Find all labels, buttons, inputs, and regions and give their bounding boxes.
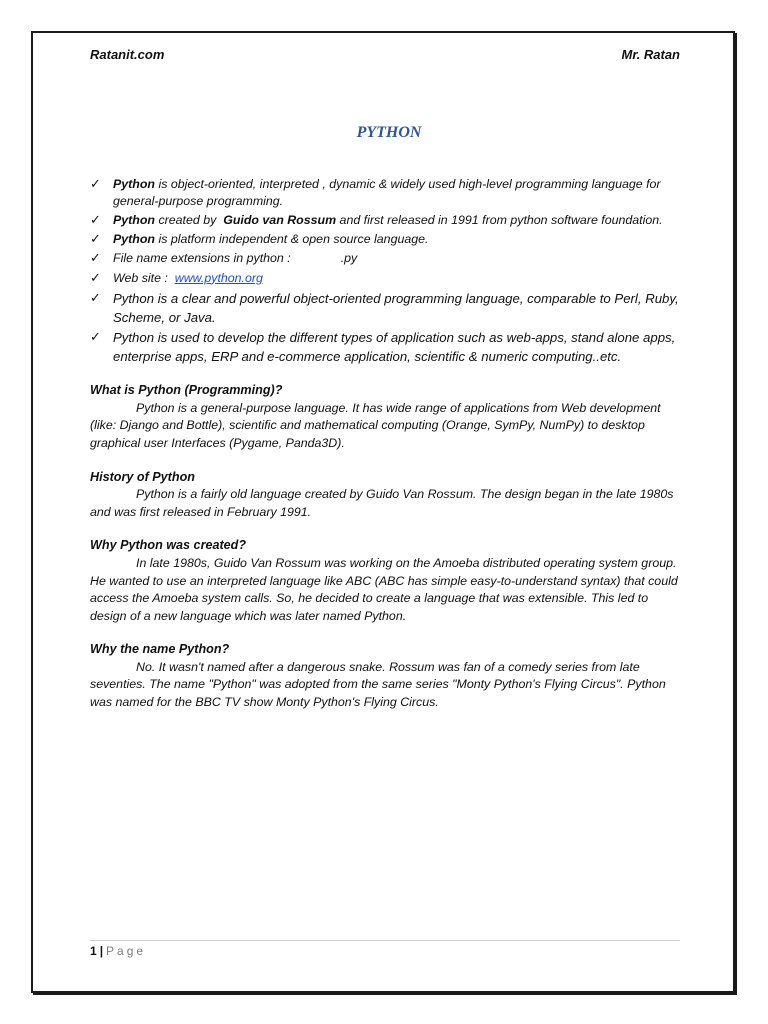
checkmark-icon: ✓ [90, 289, 101, 305]
checkmark-icon: ✓ [90, 250, 101, 266]
checkmark-icon: ✓ [90, 231, 101, 247]
header-left: Ratanit.com [90, 47, 165, 62]
checkmark-icon: ✓ [90, 175, 101, 191]
list-item: ✓ File name extensions in python : .py [90, 250, 358, 266]
section-what-is-python [90, 382, 680, 452]
feature-list [90, 176, 680, 367]
page-number: 1 [90, 944, 97, 958]
extension-value: .py [340, 251, 358, 266]
document-title: PYTHON [356, 124, 422, 141]
header-right: Mr. Ratan [621, 47, 680, 62]
footer-separator: | [99, 944, 104, 958]
page-header [90, 46, 680, 66]
section-why-created [90, 537, 680, 625]
checkmark-icon: ✓ [90, 269, 101, 285]
section-history [90, 469, 680, 522]
checkmark-icon: ✓ [90, 329, 101, 345]
section-paragraph: In late 1980s, Guido Van Rossum was working on the Amoeba distributed operating system group. He wanted to use an interpreted language like ABC (ABC has simple easy-to-understand syntax) that could access the Amoeba system calls. So, he decided to create a language that was extensible. This led to design of a new language which was later named Python. [90, 555, 678, 623]
list-item: ✓ Python is object-oriented, interpreted , dynamic & widely used high-level programming language for general-purpose programming. [90, 175, 661, 209]
section-paragraph: Python is a fairly old language created by Guido Van Rossum. The design began in the late 1980s and was first released in February 1991. [90, 487, 674, 519]
section-why-name [90, 641, 680, 711]
section-heading: Why Python was created? [90, 538, 247, 553]
page-footer [90, 944, 146, 958]
list-item: ✓ Python is a clear and powerful object-oriented programming language, comparable to Perl, Ruby, Scheme, or Java. [90, 289, 679, 325]
document-body [90, 46, 680, 712]
page-label: Page [106, 944, 147, 958]
list-item: ✓ Python is used to develop the different types of application such as web-apps, stand alone apps, enterprise apps, ERP and e-commerce application, scientific & numeric computing..etc. [90, 329, 676, 365]
section-heading: Why the name Python? [90, 642, 230, 657]
checkmark-icon: ✓ [90, 212, 101, 228]
python-website-link[interactable]: www.python.org [174, 270, 263, 285]
section-heading: History of Python [90, 469, 195, 484]
section-paragraph: Python is a general-purpose language. It has wide range of applications from Web development (like: Django and Bottle), scientific and mathematical computing (Orange, SymPy, NumPy) to desktop graphical user Interfaces (Pygame, Panda3D). [90, 400, 661, 450]
list-item: ✓ Python created by Guido van Rossum and first released in 1991 from python software foundation. [90, 212, 663, 228]
section-heading: What is Python (Programming)? [90, 383, 283, 398]
list-item: ✓ Web site : www.python.org [90, 269, 263, 285]
list-item: ✓ Python is platform independent & open source language. [90, 231, 429, 247]
section-paragraph: No. It wasn't named after a dangerous snake. Rossum was fan of a comedy series from late seventies. The name "Python" was adopted from the same series "Monty Python's Flying Circus". Python was named for the BBC TV show Monty Python's Flying Circus. [90, 659, 666, 710]
footer-divider [90, 940, 680, 941]
